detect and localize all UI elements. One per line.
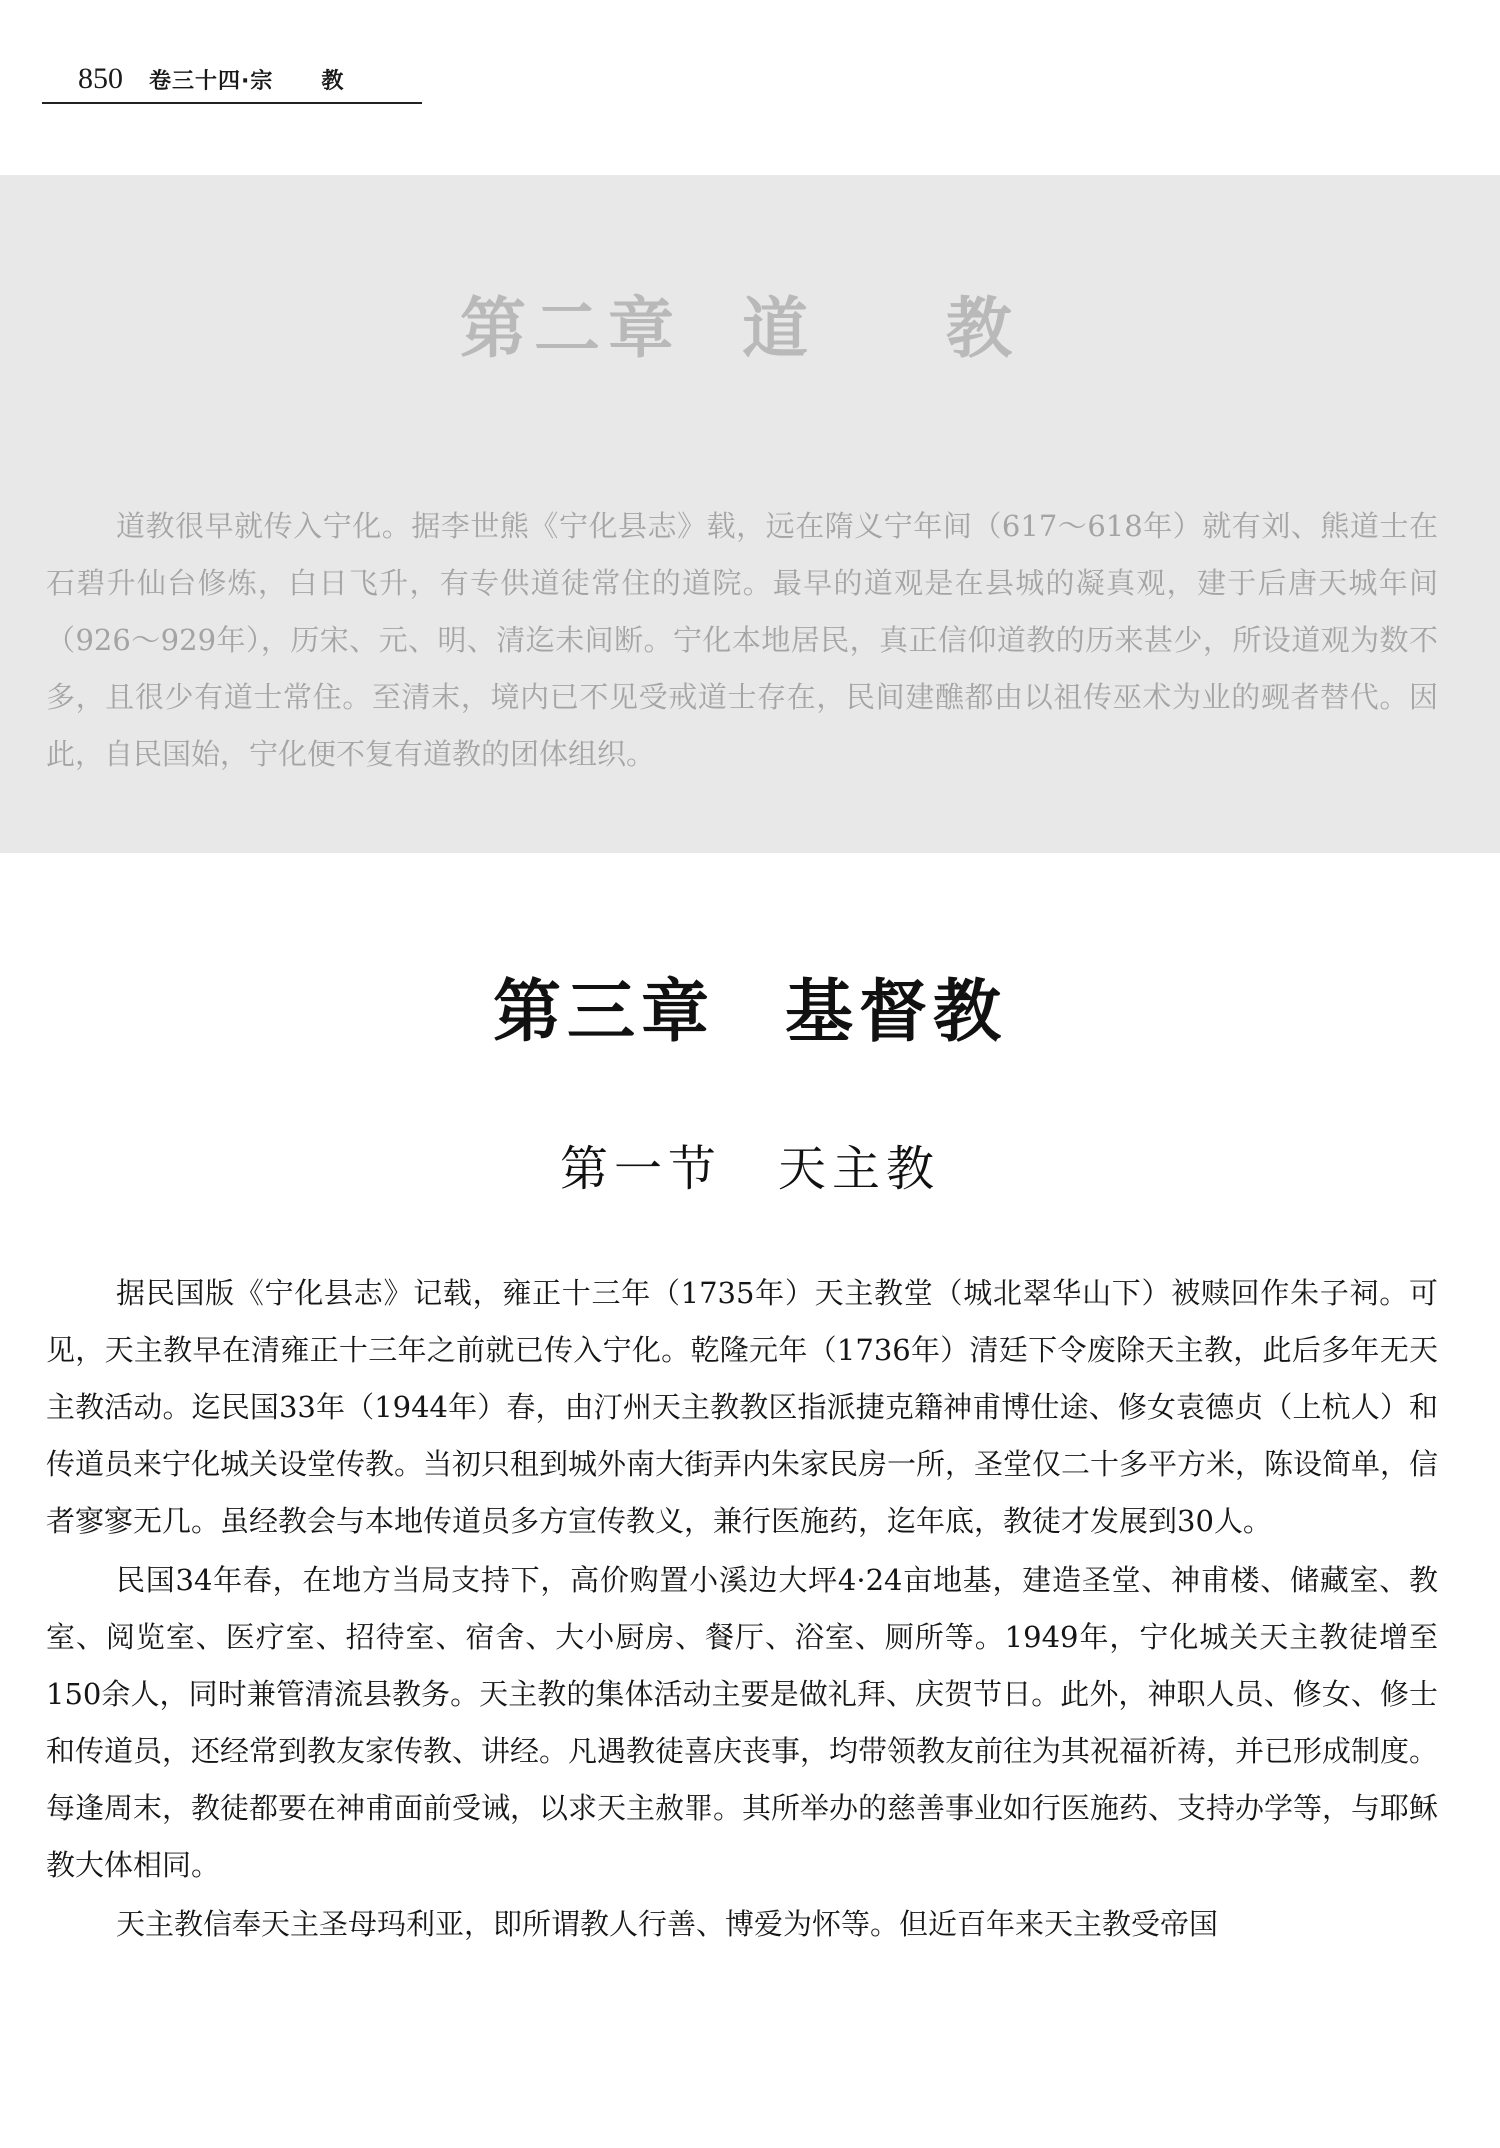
paragraph: 民国34年春，在地方当局支持下，高价购置小溪边大坪4·24亩地基，建造圣堂、神甫楼、储藏室、教室、阅览室、医疗室、招待室、宿舍、大小厨房、餐厅、浴室、厕所等。1949年，宁化城关天主教徒增至150余人，同时兼管清流县教务。天主教的集体活动主要是做礼拜、庆贺节日。此外，神职人员、修女、修士和传道员，还经常到教友家传教、讲经。凡遇教徒喜庆丧事，均带领教友前往为其祝福祈祷，并已形成制度。每逢周末，教徒都要在神甫面前受诫，以求天主赦罪。其所举办的慈善事业如行医施药、支持办学等，与耶稣教大体相同。 [46, 1563, 1439, 1882]
section1-title-text: 天主教 [778, 1141, 941, 1197]
chapter3-title-number: 第三章 [492, 973, 715, 1052]
paragraph: 据民国版《宁化县志》记载，雍正十三年（1735年）天主教堂（城北翠华山下）被赎回作朱子祠。可见，天主教早在清雍正十三年之前就已传入宁化。乾隆元年（1736年）清廷下令废除天主教，此后多年无天主教活动。迄民国33年（1944年）春，由汀州天主教教区指派捷克籍神甫博仕途、修女袁德贞（上杭人）和传道员来宁化城关设堂传教。当初只租到城外南大街弄内朱家民房一所，圣堂仅二十多平方米，陈设简单，信者寥寥无几。虽经教会与本地传道员多方宣传教义，兼行医施药，迄年底，教徒才发展到30人。 [46, 1276, 1439, 1538]
chapter2-title-word2: 教 [946, 290, 1020, 367]
chapter2-title-number: 第二章 [460, 290, 682, 367]
section1-title [0, 1130, 1500, 1199]
chapter2-title-word1: 道 [742, 290, 816, 367]
chapter2-title [460, 275, 1060, 370]
section1-body [46, 1265, 1438, 1955]
running-title: 卷三十四·宗 [149, 69, 274, 94]
paragraph: 天主教信奉天主圣母玛利亚，即所谓教人行善、博爱为怀等。但近百年来天主教受帝国 [116, 1907, 1219, 1941]
section1-title-number: 第一节 [559, 1141, 722, 1197]
page-number: 850 [78, 62, 123, 95]
running-title-tail: 教 [321, 69, 344, 94]
chapter3-title-text: 基督教 [785, 973, 1008, 1052]
running-header [42, 62, 422, 104]
chapter3-title [0, 958, 1500, 1055]
chapter2-paragraph: 道教很早就传入宁化。据李世熊《宁化县志》载，远在隋义宁年间（617～618年）就有刘、熊道士在石碧升仙台修炼，白日飞升，有专供道徒常住的道院。最早的道观是在县城的凝真观，建于后唐天城年间（926～929年），历宋、元、明、清迄未间断。宁化本地居民，真正信仰道教的历来甚少，所设道观为数不多，且很少有道士常住。至清末，境内已不见受戒道士存在，民间建醮都由以祖传巫术为业的觋者替代。因此，自民国始，宁化便不复有道教的团体组织。 [46, 509, 1438, 771]
